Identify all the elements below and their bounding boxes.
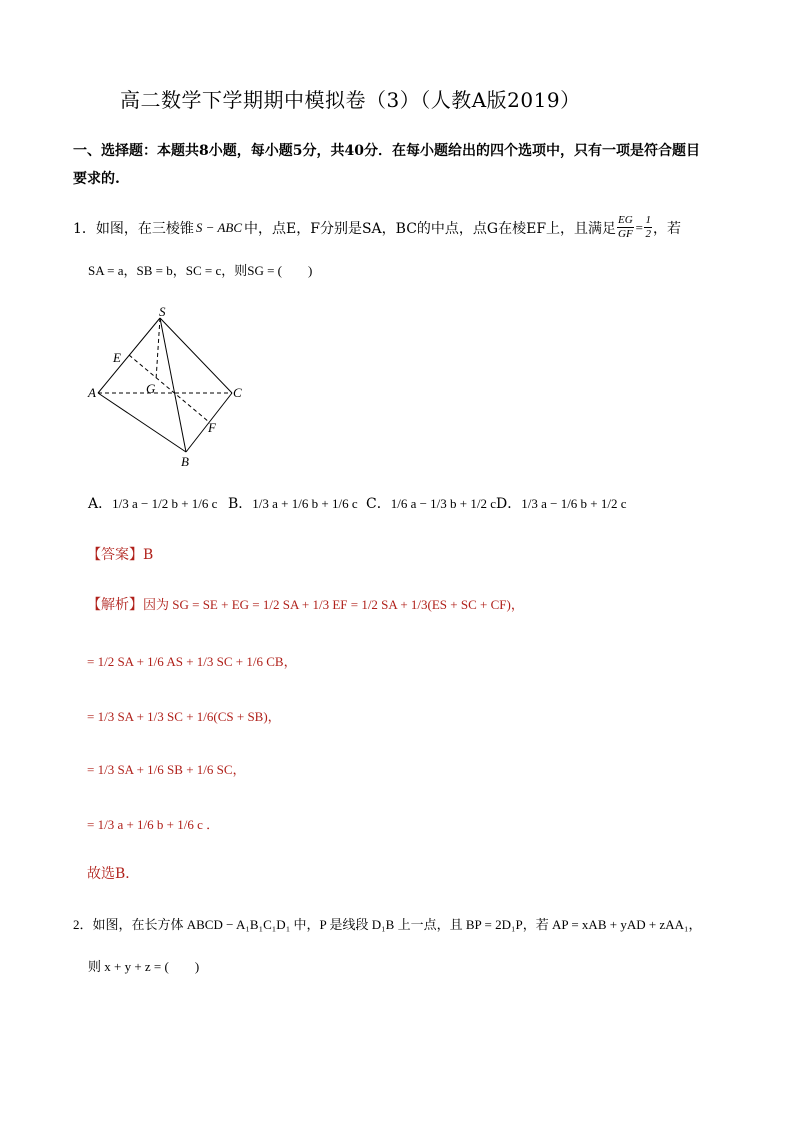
q1-ratio-fraction: $\frac{EG}{GF}$ (618, 214, 633, 240)
analysis-line5: = 1/3 a + 1/6 b + 1/6 c ． (87, 817, 220, 832)
answer-value: B (143, 547, 154, 563)
label-G: G (146, 381, 156, 396)
conclusion: 故选B． (87, 866, 140, 882)
q1-stem-line2: SA = a，SB = b，SC = c，则SG = ( ) (88, 263, 313, 278)
analysis-line2: = 1/2 SA + 1/6 AS + 1/3 SC + 1/6 CB， (87, 654, 297, 669)
label-E: E (113, 350, 121, 365)
q2-stem-line1: 2．如图，在长方体 ABCD − A₁B₁C₁D₁ 中，P 是线段 D₁B 上一点，且 BP = 2D₁P，若 AP = xAB + yAD + zAA₁， (73, 917, 702, 932)
option-a[interactable]: A．1/3 a − 1/2 b + 1/6 c (88, 496, 218, 512)
q1-pyramid: S − ABC (195, 219, 243, 235)
edge-AB (98, 393, 186, 452)
answer-label: 【答案】 (87, 547, 143, 563)
q1-stem-line1: 1．如图，在三棱锥 S − ABC 中，点E，F分别是SA，BC的中点，点G在棱EF上，且满足 $\frac{EG}{GF}$ = $\frac{1}{2}$ ，若 (73, 214, 681, 240)
segment-SG (156, 318, 160, 380)
q1-mid: 中，点E，F分别是SA，BC的中点，点G在棱EF上，且满足 (244, 220, 617, 237)
label-F: F (208, 420, 216, 435)
analysis-line3: = 1/3 SA + 1/3 SC + 1/6(CS + SB)， (87, 709, 281, 724)
page-title: 高二数学下学期期中模拟卷（3）（人教A版2019） (120, 88, 581, 112)
q2-stem-line2: 则 x + y + z = ( ) (88, 959, 200, 974)
analysis-label: 【解析】 (87, 597, 143, 613)
edge-SB (160, 318, 186, 452)
option-d[interactable]: D．1/3 a − 1/6 b + 1/2 c (496, 496, 627, 512)
option-c[interactable]: C．1/6 a − 1/3 b + 1/2 c (366, 496, 497, 512)
label-B: B (181, 454, 189, 469)
pyramid-figure (82, 300, 262, 475)
q1-prefix: 1．如图，在三棱锥 (73, 220, 194, 237)
answer-line (87, 544, 153, 564)
section-heading-line2: 要求的. (73, 171, 120, 187)
analysis-line1: 【解析】因为 SG = SE + EG = 1/2 SA + 1/3 EF = 1/2 SA + 1/3(ES + SC + CF)， (87, 597, 524, 613)
option-b[interactable]: B．1/3 a + 1/6 b + 1/6 c (228, 496, 358, 512)
analysis-line4: = 1/3 SA + 1/6 SB + 1/6 SC， (87, 762, 246, 777)
label-C: C (233, 385, 242, 400)
edge-SC (160, 318, 232, 393)
q1-ratio-value: $\frac{1}{2}$ (645, 214, 651, 240)
q1-suffix: ，若 (652, 220, 681, 237)
section-heading-line1: 一、选择题：本题共8小题，每小题5分，共40分．在每小题给出的四个选项中，只有一项是符合题目 (73, 143, 700, 159)
label-A: A (88, 385, 96, 400)
label-S: S (159, 304, 166, 319)
